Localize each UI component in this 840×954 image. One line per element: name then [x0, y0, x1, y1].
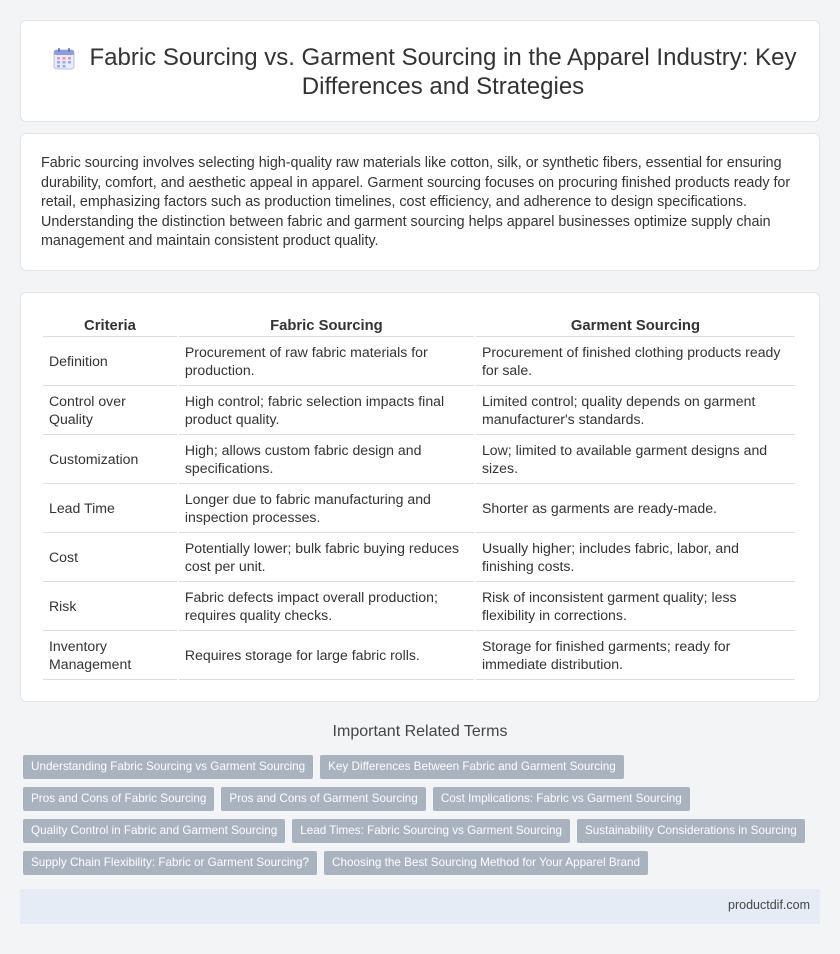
fabric-cell: High control; fabric selection impacts final product quality.: [179, 386, 474, 435]
criteria-cell: Definition: [43, 337, 177, 386]
criteria-cell: Risk: [43, 582, 177, 631]
fabric-cell: Potentially lower; bulk fabric buying reduces cost per unit.: [179, 533, 474, 582]
garment-cell: Usually higher; includes fabric, labor, and finishing costs.: [476, 533, 795, 582]
related-term-link[interactable]: Choosing the Best Sourcing Method for Your Apparel Brand: [324, 851, 648, 875]
criteria-cell: Lead Time: [43, 484, 177, 533]
criteria-cell: Cost: [43, 533, 177, 582]
page-title: Fabric Sourcing vs. Garment Sourcing in the Apparel Industry: Key Differences and Strategies: [89, 44, 797, 100]
garment-cell: Storage for finished garments; ready for immediate distribution.: [476, 631, 795, 680]
table-row: [43, 337, 795, 386]
criteria-cell: Customization: [43, 435, 177, 484]
related-term-link[interactable]: Understanding Fabric Sourcing vs Garment Sourcing: [23, 755, 313, 779]
fabric-cell: High; allows custom fabric design and specifications.: [179, 435, 474, 484]
table-row: [43, 582, 795, 631]
footer: [20, 889, 820, 924]
comparison-table: [41, 315, 797, 680]
related-term-link[interactable]: Lead Times: Fabric Sourcing vs Garment Sourcing: [292, 819, 570, 843]
header-fabric-sourcing: Fabric Sourcing: [179, 315, 474, 337]
comparison-card: [20, 292, 820, 702]
related-terms-list: [23, 755, 823, 883]
tag-row: [23, 851, 823, 875]
table-row: [43, 435, 795, 484]
fabric-cell: Procurement of raw fabric materials for production.: [179, 337, 474, 386]
related-term-link[interactable]: Key Differences Between Fabric and Garment Sourcing: [320, 755, 624, 779]
fabric-cell: Longer due to fabric manufacturing and inspection processes.: [179, 484, 474, 533]
garment-cell: Low; limited to available garment designs and sizes.: [476, 435, 795, 484]
related-term-link[interactable]: Quality Control in Fabric and Garment Sourcing: [23, 819, 285, 843]
header-card: [20, 20, 820, 122]
fabric-cell: Fabric defects impact overall production; requires quality checks.: [179, 582, 474, 631]
criteria-cell: Control over Quality: [43, 386, 177, 435]
intro-card: [20, 133, 820, 271]
tag-row: [23, 787, 823, 811]
garment-cell: Shorter as garments are ready-made.: [476, 484, 795, 533]
table-row: [43, 631, 795, 680]
garment-cell: Risk of inconsistent garment quality; less flexibility in corrections.: [476, 582, 795, 631]
table-row: [43, 484, 795, 533]
related-term-link[interactable]: Pros and Cons of Garment Sourcing: [221, 787, 425, 811]
tag-row: [23, 755, 823, 779]
criteria-cell: Inventory Management: [43, 631, 177, 680]
table-header-row: [43, 315, 795, 337]
table-row: [43, 533, 795, 582]
garment-cell: Limited control; quality depends on garment manufacturer's standards.: [476, 386, 795, 435]
intro-paragraph: Fabric sourcing involves selecting high-quality raw materials like cotton, silk, or synthetic fibers, essential for ensuring durability, comfort, and aesthetic appeal in apparel. Garment sourcing focuses on procuring finished products ready for retail, emphasizing factors such as production timelines, cost efficiency, and adherence to design specifications. Understanding the distinction between fabric and garment sourcing helps apparel businesses optimize supply chain management and maintain consistent product quality.: [41, 155, 791, 250]
garment-cell: Procurement of finished clothing products ready for sale.: [476, 337, 795, 386]
header-criteria: Criteria: [43, 315, 177, 337]
tag-row: [23, 819, 823, 843]
related-terms-title: Important Related Terms: [332, 723, 508, 740]
related-term-link[interactable]: Supply Chain Flexibility: Fabric or Garment Sourcing?: [23, 851, 317, 875]
related-term-link[interactable]: Cost Implications: Fabric vs Garment Sourcing: [433, 787, 690, 811]
header-garment-sourcing: Garment Sourcing: [476, 315, 795, 337]
related-term-link[interactable]: Sustainability Considerations in Sourcing: [577, 819, 805, 843]
related-term-link[interactable]: Pros and Cons of Fabric Sourcing: [23, 787, 214, 811]
table-row: [43, 386, 795, 435]
calendar-icon: [52, 47, 76, 71]
footer-site-link[interactable]: productdif.com: [728, 898, 810, 912]
fabric-cell: Requires storage for large fabric rolls.: [179, 631, 474, 680]
